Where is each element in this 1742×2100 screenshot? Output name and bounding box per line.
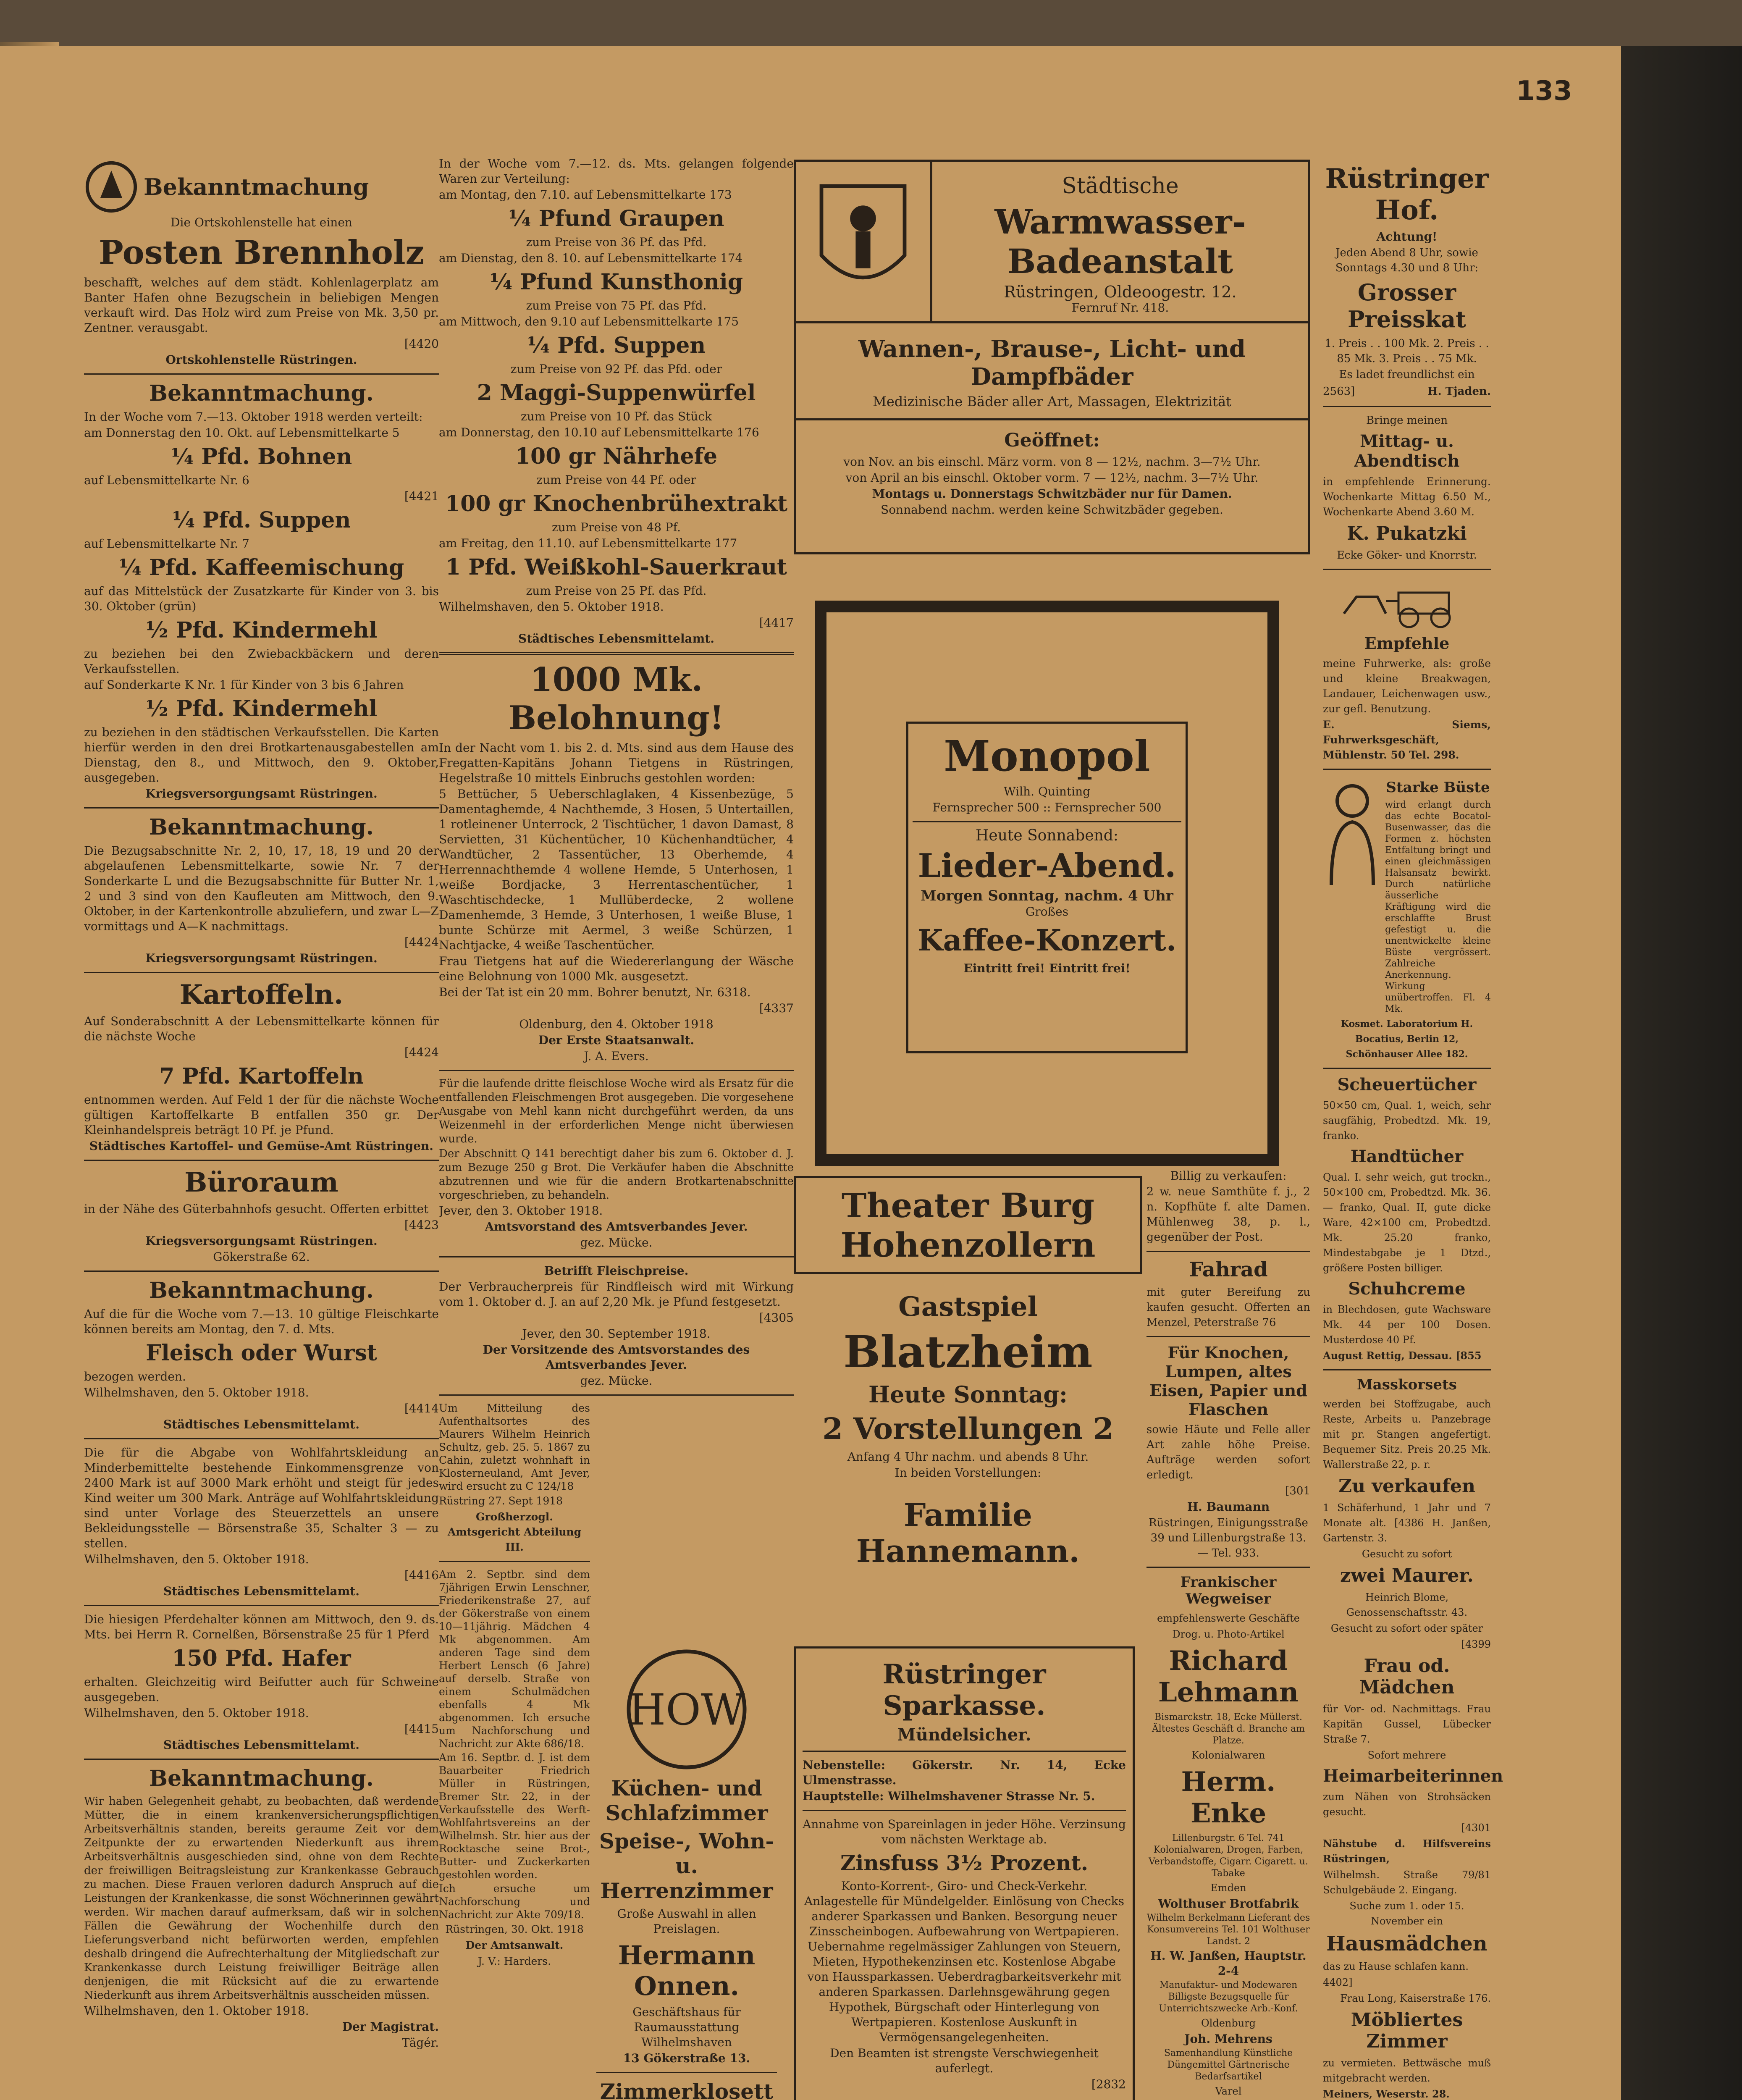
page-number: 133 <box>1516 76 1572 107</box>
theater-both: In beiden Vorstellungen: <box>895 1466 1042 1480</box>
notice-line: bezogen werden. <box>84 1370 186 1383</box>
divider <box>439 652 794 655</box>
how-monogram-icon <box>624 1646 750 1772</box>
notice-body: Die hiesigen Pferdehalter können am Mittwoch, den 9. ds. Mts. bei Herrn R. Cornelßen, Börsenstraße 25 für 1 Pferd <box>84 1612 439 1641</box>
notice-line: auf Sonderkarte K Nr. 1 für Kinder von 3 bis 6 Jahren <box>84 678 404 692</box>
notice-signature: Städtisches Lebensmittelamt. <box>163 1418 359 1431</box>
food-price: zum Preise von 10 Pf. das Stück <box>521 410 712 423</box>
notice-title: Kartoffeln. <box>179 979 344 1011</box>
ad-intro: Billig zu verkaufen: <box>1170 1169 1287 1183</box>
ad-body: meine Fuhrwerke, als: große und kleine Breakwagen, Landauer, Leichenwagen usw., zur gefl. Benutzung. <box>1323 657 1491 715</box>
sparkasse-branch: Nebenstelle: Gökerstr. Nr. 14, Ecke Ulmenstrasse. <box>803 1758 1126 1787</box>
ad-intro: Suche zum 1. oder 15. November ein <box>1349 1900 1464 1927</box>
notice-title: Bekanntmachung. <box>149 381 374 406</box>
food-price: zum Preise von 92 Pf. das Pfd. oder <box>510 362 722 376</box>
ad-name: Wolthuser Brotfabrik <box>1158 1897 1299 1911</box>
ad-name: H. Tjaden. <box>1427 385 1491 398</box>
food-line: am Donnerstag, den 10.10 auf Lebensmittelkarte 176 <box>439 425 759 439</box>
notice-title: Büroraum <box>184 1167 338 1198</box>
ad-body: 50×50 cm, Qual. 1, weich, sehr saugfähig, Probedtzd. Mk. 19, franko. <box>1323 1100 1491 1142</box>
bath-hours <box>796 420 1308 524</box>
notice-line: zu beziehen in den städtischen Verkaufsstellen. Die Karten hierfür werden in den drei Brotkartenausgabestellen am Dienstag, den 8., und Mittwoch, den 9. Oktober, ausgegeben. <box>84 725 439 785</box>
ad-title: Mittag- u. Abendtisch <box>1354 431 1460 471</box>
bath-phone: Fernruf Nr. 418. <box>1071 301 1169 315</box>
bust-ad <box>1323 776 1491 1016</box>
divider <box>1146 1251 1310 1252</box>
ad-body: Manufaktur- und Modewaren Billigste Bezugsquelle für Unterrichtszwecke Arb.-Konf. <box>1159 1980 1298 2014</box>
notice-item: ½ Pfd. Kindermehl <box>145 696 378 722</box>
notice-line: erhalten. Gleichzeitig wird Beifutter auch für Schweine ausgegeben. <box>84 1675 439 1704</box>
food-price: zum Preise von 36 Pf. das Pfd. <box>526 235 707 249</box>
sparkasse-body: Annahme von Spareinlagen in jeder Höhe. Verzinsung vom nächsten Werktage ab. <box>803 1817 1126 1846</box>
search-body: Am 16. Septbr. d. J. ist dem Bauarbeiter Friedrich Müller in Rüstringen, Bremer Str. 22, in der Verkaufsstelle des Werft-Wohlfahrtsvereins an der Wilhelmsh. Str. hier aus der Rocktasche seine Brot-, Butter- und Zuckerkarten gestohlen worden. <box>439 1751 590 1881</box>
ad-name: H. Baumann <box>1187 1500 1270 1514</box>
notice-item: ¼ Pfd. Kaffeemischung <box>118 555 404 580</box>
ad-address: Rüstringen, Einigungsstraße 39 und Lillenburgstraße 13. — Tel. 933. <box>1149 1517 1308 1559</box>
bath-title: Städtische <box>1062 173 1179 199</box>
monopol-grosses: Großes <box>1025 905 1069 919</box>
ad-title: Empfehle <box>1364 634 1450 653</box>
food-line: am Freitag, den 11.10. auf Lebensmittelkarte 177 <box>439 536 737 550</box>
ad-title: Handtücher <box>1350 1147 1464 1166</box>
meat-body: Der Verbraucherpreis für Rindfleisch wird mit Wirkung vom 1. Oktober d. J. an auf 2,20 Mk. je Pfund festgesetzt. <box>439 1280 794 1309</box>
ad-body: 2 w. neue Samthüte f. j., 2 n. Kopfhüte f. alte Damen. Mühlenweg 38, p. l., gegenüber der Post. <box>1146 1185 1310 1244</box>
ad-category: Kolonialwaren <box>1191 1749 1265 1761</box>
ad-intro: Bringe meinen <box>1366 414 1448 427</box>
notice-date: Wilhelmshaven, den 1. Oktober 1918. <box>84 2004 309 2018</box>
monopol-owner: Wilh. Quinting <box>1003 785 1091 798</box>
divider <box>84 1270 439 1272</box>
ad-body: mit guter Bereifung zu kaufen gesucht. Offerten an Menzel, Peterstraße 76 <box>1146 1286 1310 1329</box>
notice-date: Wilhelmshaven, den 5. Oktober 1918. <box>84 1706 309 1720</box>
notice-item: 7 Pfd. Kartoffeln <box>159 1063 364 1089</box>
food-item: 1 Pfd. Weißkohl-Sauerkraut <box>445 554 787 580</box>
ad-body: zu vermieten. Bettwäsche muß mitgebracht werden. <box>1323 2057 1491 2084</box>
book-binding <box>1621 46 1742 2100</box>
monopol-free: Eintritt frei! Eintritt frei! <box>963 961 1131 975</box>
notice-signature: Städtisches Lebensmittelamt. <box>163 1584 359 1598</box>
bath-open-title: Geöffnet: <box>1004 430 1100 451</box>
notice-ref: [4421 <box>404 489 439 503</box>
ad-title: Frankischer Wegweiser <box>1180 1574 1277 1607</box>
notice-ref: [4424 <box>404 935 439 949</box>
monopol-inner <box>906 722 1188 1053</box>
ad-title: Fahrad <box>1189 1258 1268 1281</box>
search-date: Rüstringen, 30. Okt. 1918 <box>445 1923 584 1935</box>
theater-shows: 2 Vorstellungen 2 <box>822 1411 1114 1446</box>
furniture-line: Große Auswahl in allen Preislagen. <box>617 1907 756 1936</box>
notice-body: Die für die Abgabe von Wohlfahrtskleidung an Minderbemittelte bestehende Einkommensgrenze von 2400 Mark ist auf 3000 Mark erhöht und steigt für jedes Kind weiter um 300 Mark. Anträge auf Wohlfahrtskleidung sind unter Vorlage des Steuerzettels an unsere Bekleidungsstelle — Börsenstraße 35, Schalter 3 — zu stellen. <box>84 1446 439 1550</box>
food-item: 2 Maggi-Suppenwürfel <box>477 380 756 406</box>
ad-body: 1. Preis . . 100 Mk. 2. Preis . . 85 Mk. 3. Preis . . 75 Mk. <box>1325 337 1489 365</box>
ad-title: Scheuertücher <box>1337 1075 1477 1095</box>
notice-body: beschafft, welches auf dem städt. Kohlenlagerplatz am Banter Hafen ohne Bezugschein in beliebigen Mengen verkauft wird. Das Holz wird zum Preise von Mk. 3,50 pr. Zentner. verausgabt. <box>84 276 439 335</box>
monopol-phone: Fernsprecher 500 :: Fernsprecher 500 <box>932 801 1162 814</box>
ad-title: Rüstringer Hof. <box>1325 163 1489 226</box>
food-price: zum Preise von 44 Pf. oder <box>536 473 696 487</box>
bath-address: Rüstringen, Oldeoogestr. 12. <box>1004 283 1237 301</box>
bath-title-block <box>932 162 1308 321</box>
bath-services: Wannen-, Brause-, Licht- und Dampfbäder <box>858 335 1246 391</box>
food-price: zum Preise von 75 Pf. das Pfd. <box>526 299 707 312</box>
ad-name: K. Pukatzki <box>1347 523 1467 544</box>
notice-line: auf Lebensmittelkarte Nr. 7 <box>84 537 249 551</box>
ad-body: Qual. I. sehr weich, gut trockn., 50×100 cm, Probedtzd. Mk. 36.— franko, Qual. II, gute dicke Ware, 42×100 cm, Probedtzd. Mk. 25.20 franko, Mindestabgabe je 1 Dtzd., größere Posten billiger. <box>1323 1171 1491 1274</box>
notice-intro: In der Woche vom 7.—13. Oktober 1918 werden verteilt: <box>84 410 423 424</box>
reward-title: 1000 Mk. Belohnung! <box>509 661 724 737</box>
horse-carriage-icon <box>1335 576 1478 630</box>
divider <box>439 1070 794 1071</box>
divider <box>84 1605 439 1606</box>
theater-title: Theater Burg Hohenzollern <box>840 1186 1096 1265</box>
search-body: Am 2. Septbr. sind dem 7jährigen Erwin Lenschner, Friederikenstraße 27, auf der Gökerstraße von einem 10—11jährig. Mädchen 4 Mk abgenommen. Am anderen Tage sind dem Herbert Lensch (6 Jahre) auf derselb. Straße von einem Schulmädchen ebenfalls 4 Mk abgenommen. Ich ersuche um Nachforschung und Nachricht zur Akte 686/18. <box>439 1568 590 1750</box>
divider <box>803 1751 1126 1752</box>
ad-ref: 2563] <box>1323 385 1355 398</box>
meat-ref: [4305 <box>759 1311 794 1325</box>
bath-ad <box>794 160 1310 554</box>
ad-body: Lillenburgstr. 6 Tel. 741 Kolonialwaren, Drogen, Farben, Verbandstoffe, Cigarr. Cigarett. u. Tabake <box>1149 1833 1308 1879</box>
ad-name: Kosmet. Laboratorium H. Bocatius, Berlin 12, Schönhauser Allee 182. <box>1341 1018 1473 1060</box>
woman-portrait-icon <box>1323 776 1382 885</box>
ad-name: Richard Lehmann <box>1158 1645 1299 1708</box>
food-price: zum Preise von 48 Pf. <box>551 520 681 534</box>
bath-hours-line: von April an bis einschl. Oktober vorm. 7 — 12½, nachm. 3—7½ Uhr. <box>845 471 1259 485</box>
town-crest-icon <box>84 160 139 214</box>
theater-today: Heute Sonntag: <box>868 1381 1068 1408</box>
search-date: Rüstring 27. Sept 1918 <box>439 1495 563 1507</box>
how-logo-text: HOW <box>628 1685 745 1735</box>
reward-name: J. A. Evers. <box>584 1049 649 1063</box>
furniture-address: 13 Gökerstraße 13. <box>623 2051 750 2065</box>
divider <box>1323 406 1491 407</box>
divider <box>439 1256 794 1257</box>
ad-body: Jeden Abend 8 Uhr, sowie Sonntags 4.30 und 8 Uhr: <box>1335 247 1479 274</box>
sparkasse-body: Den Beamten ist strengste Verschwiegenheit auferlegt. <box>830 2046 1099 2075</box>
ad-name: Herm. Enke <box>1181 1766 1276 1829</box>
divider <box>1146 1567 1310 1568</box>
bread-date: Jever, den 3. Oktober 1918. <box>439 1204 603 1218</box>
furniture-line: Speise-, Wohn- u. Herrenzimmer <box>599 1829 774 1903</box>
ad-ref: [301 <box>1285 1485 1310 1497</box>
divider <box>1323 769 1491 770</box>
monopol-today: Heute Sonnabend: <box>976 827 1118 844</box>
ad-body: sowie Häute und Felle aller Art zahle höhe Preise. Aufträge werden sofort erledigt. <box>1146 1423 1310 1481</box>
furniture-line: Geschäftshaus für Raumausstattung Wilhelmshaven <box>632 2005 741 2049</box>
ad-body: Wilhelmsh. Straße 79/81 Schulgebäude 2. Eingang. <box>1323 1869 1491 1896</box>
notice-headline: Posten Brennholz <box>99 234 424 272</box>
reward-ref: [4337 <box>759 1001 794 1015</box>
reward-body: In der Nacht vom 1. bis 2. d. Mts. sind aus dem Hause des Fregatten-Kapitäns Johann Tietgens in Rüstringen, Hegelstraße 10 mittels Einbruchs gestohlen worden: <box>439 741 794 785</box>
ad-category: Emden <box>1210 1882 1246 1894</box>
notice-item: ¼ Pfd. Bohnen <box>171 444 352 470</box>
coat-of-arms-icon <box>817 178 909 304</box>
sparkasse-ref: [2832 <box>1091 2077 1126 2091</box>
ad-title: Hausmädchen <box>1326 1932 1488 1956</box>
bread-name: gez. Mücke. <box>580 1236 653 1250</box>
notice-line: am Donnerstag den 10. Okt. auf Lebensmittelkarte 5 <box>84 426 400 440</box>
ad-body: empfehlenswerte Geschäfte <box>1157 1612 1300 1624</box>
furniture-ad <box>596 1646 777 2100</box>
ad-title: Frau od. Mädchen <box>1359 1655 1455 1698</box>
notice-name: Tägér. <box>401 2036 439 2050</box>
theater-times: Anfang 4 Uhr nachm. und abends 8 Uhr. <box>847 1450 1089 1464</box>
meat-signature: Der Vorsitzende des Amtsvorstandes des Amtsverbandes Jever. <box>483 1343 750 1372</box>
food-price: zum Preise von 25 Pf. das Pfd. <box>526 584 707 598</box>
divider <box>1323 1068 1491 1069</box>
ad-body: wird erlangt durch das echte Bocatol-Busenwasser, das die Formen z. höchsten Entfaltung bringt und einen gleichmässigen Halsansatz bewirkt. Durch natürliche äusserliche Kräftigung wird die erschlaffte Brust gefestigt u. die unentwickelte kleine Büste vergrössert. Zahlreiche Anerkennung. Wirkung unübertroffen. Fl. 4 Mk. <box>1385 800 1491 1014</box>
bath-hours-line: Sonnabend nachm. werden keine Schwitzbäder gegeben. <box>881 503 1223 517</box>
room-title: Zimmerklosett <box>600 2079 774 2100</box>
ad-name: August Rettig, Dessau. [855 <box>1323 1349 1482 1362</box>
food-ref: [4417 <box>759 616 794 630</box>
notice-ref: [4420 <box>404 337 439 351</box>
ad-intro: Gesucht zu sofort oder später <box>1330 1622 1483 1634</box>
ad-title: Zu verkaufen <box>1338 1475 1476 1497</box>
ad-body: Samenhandlung Künstliche Düngemittel Gärtnerische Bedarfsartikel <box>1164 2048 1293 2082</box>
ad-title: Möbliertes Zimmer <box>1351 2009 1463 2052</box>
notice-title: Bekanntmachung. <box>149 1278 374 1303</box>
theater-header <box>794 1176 1142 1274</box>
notice-item: ½ Pfd. Kindermehl <box>145 617 378 643</box>
divider <box>439 1561 590 1562</box>
theater-play: Familie Hannemann. <box>856 1497 1080 1570</box>
monopol-event: Lieder-Abend. <box>918 847 1176 885</box>
ad-ref: 4402] <box>1323 1977 1353 1988</box>
notice-ref: [4424 <box>404 1045 439 1059</box>
food-line: am Dienstag, den 8. 10. auf Lebensmittelkarte 174 <box>439 251 743 265</box>
ad-category: Oldenburg <box>1201 2017 1256 2029</box>
ad-category: Drog. u. Photo-Artikel <box>1172 1628 1285 1640</box>
notice-body: Die Bezugsabschnitte Nr. 2, 10, 17, 18, 19 und 20 der abgelaufenen Lebensmittelkarte, sowie Nr. 7 der Sonderkarte L und die Bezugsabschnitte für Butter Nr. 1, 2 und 3 sind von den Kaufleuten am Mittwoch, den 9. Oktober, in der Kartenkontrolle abzuliefern, und zwar L—Z vormittags und A—K nachmittags. <box>84 844 439 933</box>
notice-date: Wilhelmshaven, den 5. Oktober 1918. <box>84 1552 309 1566</box>
ad-body: in empfehlende Erinnerung. Wochenkarte Mittag 6.50 M., Wochenkarte Abend 3.60 M. <box>1323 475 1491 518</box>
sparkasse-rate: Zinsfuss 3½ Prozent. <box>840 1851 1089 1875</box>
divider <box>84 1160 439 1161</box>
notice-ref: [4416 <box>404 1568 439 1582</box>
bread-body: Der Abschnitt Q 141 berechtigt daher bis zum 6. Oktober d. J. zum Bezuge 250 g Brot. Die Verkäufer haben die Abschnitte abzutrennen und wie für die andern Brotkartenabschnitte vorgeschrieben, zu behandeln. <box>439 1147 794 1202</box>
monopol-event: Kaffee-Konzert. <box>917 923 1177 958</box>
food-item: 100 gr Nährhefe <box>515 444 718 469</box>
ad-body: werden bei Stoffzugabe, auch Reste, Arbeits u. Panzebrage mit pr. Stangen angefertigt. Bequemer Sitz. Preis 20.25 Mk. Wallerstraße 22, p. r. <box>1323 1398 1491 1470</box>
sparkasse-title: Rüstringer Sparkasse. <box>882 1659 1046 1722</box>
ad-address: Ecke Göker- und Knorrstr. <box>1337 549 1477 561</box>
divider <box>1323 1369 1491 1370</box>
food-date: Wilhelmshaven, den 5. Oktober 1918. <box>439 600 664 614</box>
divider <box>439 1394 794 1396</box>
search-name: J. V.: Harders. <box>477 1955 551 1967</box>
divider <box>803 1810 1126 1811</box>
reward-signature: Der Erste Staatsanwalt. <box>538 1033 695 1047</box>
sparkasse-body: Konto-Korrent-, Giro- und Check-Verkehr. Anlagestelle für Mündelgelder. Einlösung von Checks anderer Sparkassen und Banken. Besorgung neuer Zinsscheinbogen. Aufbewahrung von Wertpapieren. Uebernahme regelmässiger Zahlungen von Steuern, Mieten, Hypothekenzinsen etc. Kostenlose Abgabe von Haussparkassen. Ueberdragbarkeitsverkehr mit anderen Sparkassen. Darlehnsgewährung gegen Hypothek, Bürgschaft oder Hinterlegung von Wertpapieren. Kostenlose Auskunft in Vermögensangelegenheiten. <box>804 1879 1125 2044</box>
notice-line: Auf Sonderabschnitt A der Lebensmittelkarte können für die nächste Woche <box>84 1014 439 1043</box>
notice-intro: Die Ortskohlenstelle hat einen <box>171 215 352 229</box>
ad-intro: Gesucht zu sofort <box>1362 1548 1452 1560</box>
ad-name: Joh. Mehrens <box>1184 2032 1272 2046</box>
notice-body: entnommen werden. Auf Feld 1 der für die nächste Woche gültigen Kartoffelkarte B entfallen 350 gr. Der Kleinhandelspreis beträgt 10 Pf. je Pfund. <box>84 1093 439 1137</box>
notice-ref: [4415 <box>404 1722 439 1736</box>
furniture-name: Hermann Onnen. <box>618 1940 756 2001</box>
food-item: ¼ Pfund Kunsthonig <box>489 269 743 295</box>
notice-signature: Der Magistrat. <box>342 2020 439 2034</box>
food-line: am Montag, den 7.10. auf Lebensmittelkarte 173 <box>439 188 732 202</box>
meat-name: gez. Mücke. <box>580 1374 653 1388</box>
ad-category: Varel <box>1215 2085 1242 2097</box>
reward-body: Bei der Tat ist ein 20 mm. Bohrer benutzt, Nr. 6318. <box>439 985 751 999</box>
bath-header <box>796 162 1308 323</box>
ad-ref: [4301 <box>1461 1822 1491 1834</box>
divider <box>84 373 439 375</box>
ad-body: Wilhelm Berkelmann Lieferant des Konsumvereins Tel. 101 Wolthuser Landst. 2 <box>1146 1913 1310 1947</box>
right-classifieds <box>1323 160 1503 2100</box>
divider <box>84 972 439 973</box>
ad-body: 1 Schäferhund, 1 Jahr und 7 Monate alt. [4386 H. Janßen, Gartenstr. 3. <box>1323 1502 1491 1544</box>
sparkasse-sub: Mündelsicher. <box>897 1725 1031 1745</box>
bread-signature: Amtsvorstand des Amtsverbandes Jever. <box>485 1220 748 1234</box>
bath-services-sub: Medizinische Bäder aller Art, Massagen, Elektrizität <box>873 394 1231 410</box>
notice-item: 150 Pfd. Hafer <box>172 1646 351 1671</box>
notice-signature: Ortskohlenstelle Rüstringen. <box>165 353 357 367</box>
reward-body: Frau Tietgens hat auf die Wiedererlangung der Wäsche eine Belohnung von 1000 Mk. ausgesetzt. <box>439 954 794 983</box>
ad-title: Starke Büste <box>1386 779 1490 796</box>
notice-signature: Städtisches Lebensmittelamt. <box>163 1738 359 1752</box>
notice-line: auf Lebensmittelkarte Nr. 6 <box>84 473 249 487</box>
ad-title: Heimarbeiterinnen <box>1323 1766 1503 1786</box>
ad-name: Frau Long, Kaiserstraße 176. <box>1340 1992 1491 2004</box>
ad-title: Schuhcreme <box>1348 1279 1466 1299</box>
ad-name: Meiners, Weserstr. 28. <box>1323 2088 1450 2100</box>
notice-date: Wilhelmshaven, den 5. Oktober 1918. <box>84 1386 309 1399</box>
notice-signature: Kriegsversorgungsamt Rüstringen. <box>145 1234 378 1248</box>
divider <box>84 1759 439 1760</box>
furniture-line: Küchen- und Schlafzimmer <box>605 1776 768 1825</box>
notice-ref: [4414 <box>404 1402 439 1415</box>
ad-body: in Blechdosen, gute Wachsware Mk. 44 per 100 Dosen. Musterdose 40 Pf. <box>1323 1304 1491 1346</box>
ad-body: das zu Hause schlafen kann. <box>1323 1961 1469 1972</box>
notice-body: in der Nähe des Güterbahnhofs gesucht. Offerten erbittet <box>84 1202 429 1216</box>
sparkasse-branch: Hauptstelle: Wilhelmshavener Strasse Nr. 5. <box>803 1789 1095 1803</box>
ad-title: zwei Maurer. <box>1340 1565 1474 1586</box>
theater-guest: Gastspiel <box>898 1291 1038 1323</box>
monopol-ad <box>815 601 1279 1166</box>
food-line: am Mittwoch, den 9.10 auf Lebensmittelkarte 175 <box>439 315 739 328</box>
ad-body: Achtung! <box>1376 230 1438 244</box>
divider <box>596 2072 777 2073</box>
meat-date: Jever, den 30. September 1918. <box>522 1327 711 1341</box>
ad-title: Für Knochen, Lumpen, altes Eisen, Papier und Flaschen <box>1149 1343 1307 1419</box>
ad-name: H. W. Janßen, Hauptstr. 2-4 <box>1150 1949 1306 1978</box>
notice-signature: Kriegsversorgungsamt Rüstringen. <box>145 951 378 965</box>
ad-title: Masskorsets <box>1357 1376 1457 1393</box>
divider <box>1146 1336 1310 1337</box>
ad-body: Bismarckstr. 18, Ecke Müllerst. Ältestes Geschäft d. Branche am Platze. <box>1152 1712 1305 1746</box>
bath-hours-line: Montags u. Donnerstags Schwitzbäder nur für Damen. <box>872 487 1232 501</box>
divider <box>1323 569 1491 570</box>
classified-strip <box>1146 1168 1310 2100</box>
notice-body: Auf die für die Woche vom 7.—13. 10 gültige Fleischkarte können bereits am Montag, den 7. d. Mts. <box>84 1307 439 1336</box>
notice-line: auf das Mittelstück der Zusatzkarte für Kinder von 3. bis 30. Oktober (grün) <box>84 584 439 613</box>
divider <box>913 821 1181 822</box>
ad-body: für Vor- od. Nachmittags. Frau Kapitän Gussel, Lübecker Straße 7. <box>1323 1703 1491 1745</box>
food-item: 100 gr Knochenbrühextrakt <box>445 491 788 517</box>
search-signature: Großherzogl. Amtsgericht Abteilung III. <box>447 1511 582 1553</box>
bath-services-block <box>796 323 1308 420</box>
notice-item: Fleisch oder Wurst <box>146 1340 377 1366</box>
food-item: ¼ Pfund Graupen <box>508 206 724 231</box>
notice-body: Wir haben Gelegenheit gehabt, zu beobachten, daß werdende Mütter, die in einem krankenversicherungspflichtigen Arbeitsverhältnis standen, bereits geraume Zeit vor dem Zeitpunkte der zu erwartenden Niederkunft aus ihrem Arbeitsverhältnis ausgeschieden sind, ohne von dem Rechte der freiwilligen Beitragsleistung zur Krankenkasse Gebrauch zu machen. Diese Frauen verloren dadurch Anspruch auf die Leistungen der Krankenkasse, die sonst Wöchnerinnen gewährt werden. Wir machen darauf aufmerksam, daß wir in solchen Fällen die Gewährung der Wochenhilfe durch den Lieferungsverband nicht befürworten werden, empfehlen deshalb dringend die Aufrechterhaltung der Mitgliedschaft zur Krankenkasse durch Leistung freiwilliger Beiträge allen denjenigen, die mit Rücksicht auf die zu erwartende Niederkunft aus ihrem Arbeitsverhältnis ausscheiden müssen. <box>84 1795 439 2002</box>
monopol-sunday: Morgen Sonntag, nachm. 4 Uhr <box>921 887 1173 904</box>
bath-crest <box>796 162 932 321</box>
food-signature: Städtisches Lebensmittelamt. <box>518 632 714 646</box>
bath-hours-line: von Nov. an bis einschl. März vorm. von 8 — 12½, nachm. 3—7½ Uhr. <box>843 455 1261 469</box>
notice-title: Bekanntmachung. <box>149 814 374 840</box>
ad-footer <box>1323 383 1491 400</box>
ad-name: Heinrich Blome, Genossenschaftsstr. 43. <box>1346 1591 1468 1618</box>
divider <box>84 807 439 808</box>
meat-title: Betrifft Fleischpreise. <box>544 1264 689 1278</box>
search-body: Ich ersuche um Nachforschung und Nachricht zur Akte 709/18. <box>439 1882 590 1921</box>
ad-name: E. Siems, Fuhrwerksgeschäft, Mühlenstr. 50 Tel. 298. <box>1323 719 1491 761</box>
search-body: Um Mitteilung des Aufenthaltsortes des Maurers Wilhelm Heinrich Schultz, geb. 25. 5. 1867 zu Cahin, zuletzt wohnhaft in Klosterneuland, Amt Jever, wird ersucht zu C 124/18 <box>439 1402 590 1492</box>
notice-brennholz-header <box>84 160 439 214</box>
notice-signature: Städtisches Kartoffel- und Gemüse-Amt Rüstringen. <box>89 1139 434 1153</box>
ad-body: zum Nähen von Strohsäcken gesucht. <box>1323 1791 1491 1818</box>
notice-line: zu beziehen bei den Zwiebackbäckern und deren Verkaufsstellen. <box>84 647 439 676</box>
notice-title: Bekanntmachung. <box>149 1766 374 1791</box>
bread-body: Für die laufende dritte fleischlose Woche wird als Ersatz für die entfallenden Fleischmengen Brot ausgegeben. Die vorgesehene Ausgabe von Mehl kann nicht durchgeführt werden, da uns Weizenmehl in der erforderlichen Menge nicht überwiesen wurde. <box>439 1077 794 1145</box>
notice-title: Bekanntmachung <box>144 173 369 200</box>
food-intro: In der Woche vom 7.—12. ds. Mts. gelangen folgende Waren zur Verteilung: <box>439 157 794 186</box>
ad-intro: Sofort mehrere <box>1367 1749 1446 1761</box>
bath-title-main: Warmwasser-Badeanstalt <box>994 202 1246 281</box>
reward-list: 5 Bettücher, 5 Ueberschlaglaken, 4 Kissenbezüge, 5 Damentaghemde, 4 Nachthemde, 3 Hosen, 5 Untertaillen, 1 rotleinener Unterrock, 2 Tischtücher, 1 davon Damast, 8 Servietten, 31 Küchentücher, 10 Küchenhandtücher, 4 Wandtücher, 2 Tassentücher, 13 Oberhemde, 4 Herrennachthemde 4 wollene Hemde, 5 Unterhosen, 1 weiße Bordjacke, 3 Herrentaschentücher, 1 Waschtischdecke, 1 Mullüberdecke, 2 wollene Damenhemde, 3 Hemde, 3 Unterhosen, 1 weiße Bluse, 1 bunte Schürze mit Aermel, 3 weiße Schürzen, 1 Nachtjacke, 4 weiße Taschentücher. <box>439 787 794 952</box>
theater-ad <box>794 1176 1142 1609</box>
column-1 <box>84 160 439 2051</box>
notice-address: Gökerstraße 62. <box>213 1250 310 1264</box>
notice-signature: Kriegsversorgungsamt Rüstringen. <box>145 787 378 801</box>
theater-name: Blatzheim <box>843 1326 1093 1378</box>
reward-date: Oldenburg, den 4. Oktober 1918 <box>519 1017 714 1031</box>
ad-title: Grosser Preisskat <box>1347 279 1467 333</box>
divider <box>84 1438 439 1439</box>
notice-ref: [4423 <box>404 1218 439 1232</box>
food-item: ¼ Pfd. Suppen <box>527 333 706 358</box>
search-signature: Der Amtsanwalt. <box>465 1939 564 1951</box>
sparkasse-ad <box>794 1646 1135 2100</box>
ad-body: Es ladet freundlichst ein <box>1339 368 1475 381</box>
monopol-title: Monopol <box>944 731 1150 781</box>
ad-ref: [4399 <box>1461 1638 1491 1650</box>
ad-name: Nähstube d. Hilfsvereins Rüstringen, <box>1323 1838 1491 1865</box>
notice-item: ¼ Pfd. Suppen <box>172 507 351 533</box>
